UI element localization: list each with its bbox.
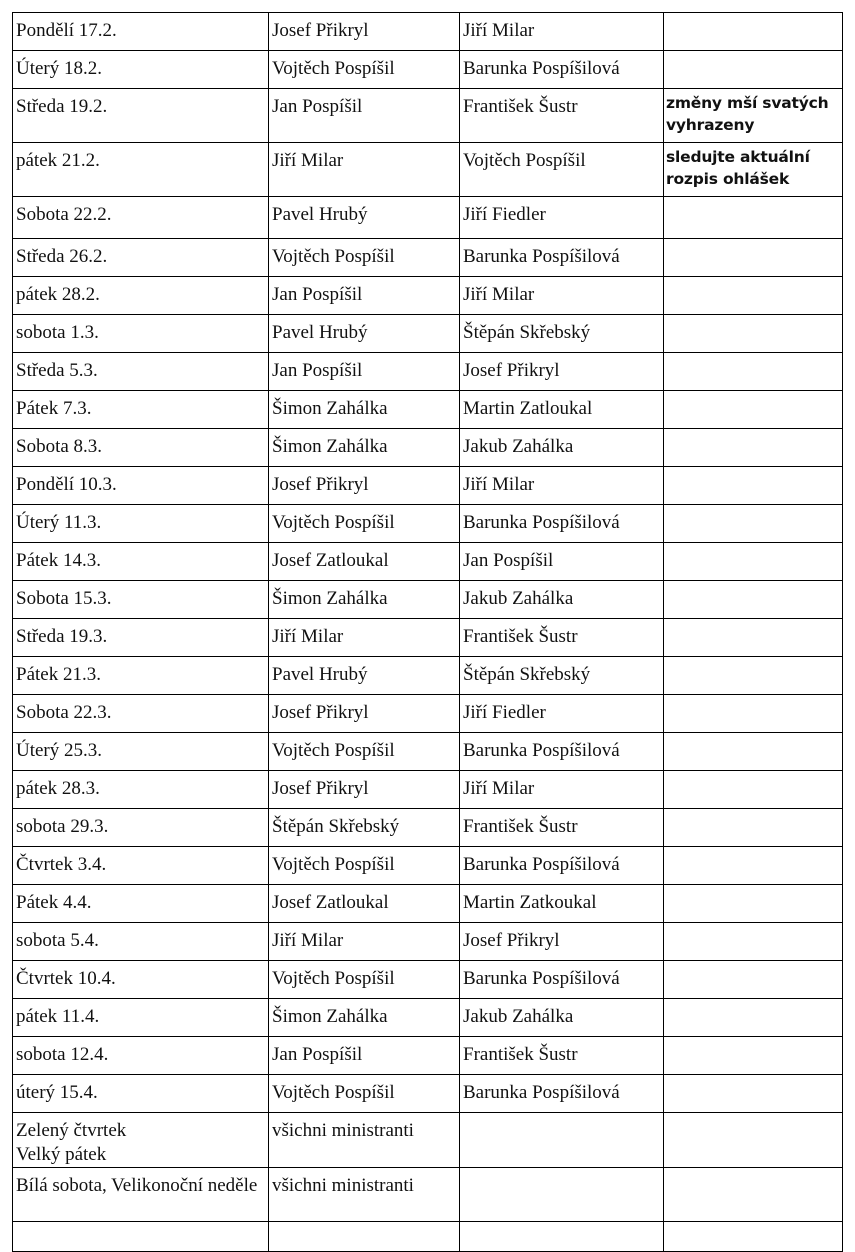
day-cell: Sobota 15.3. (13, 581, 269, 619)
note-cell (664, 733, 843, 771)
server2-cell: Josef Přikryl (460, 923, 664, 961)
schedule-row (13, 657, 843, 695)
server2-cell: Martin Zatloukal (460, 391, 664, 429)
day-cell: Pátek 21.3. (13, 657, 269, 695)
note-cell (664, 1113, 843, 1168)
server1-cell: Šimon Zahálka (269, 581, 460, 619)
schedule-row (13, 13, 843, 51)
server1-cell: Josef Přikryl (269, 467, 460, 505)
day-cell: Pátek 14.3. (13, 543, 269, 581)
server1-cell: Josef Přikryl (269, 13, 460, 51)
server2-cell (460, 1113, 664, 1168)
day-cell: úterý 15.4. (13, 1075, 269, 1113)
note-cell (664, 771, 843, 809)
day-cell: Sobota 8.3. (13, 429, 269, 467)
schedule-row (13, 315, 843, 353)
schedule-row (13, 543, 843, 581)
note-cell (664, 543, 843, 581)
server1-cell: Jiří Milar (269, 143, 460, 197)
server2-cell: Josef Přikryl (460, 353, 664, 391)
schedule-row (13, 961, 843, 999)
server1-cell: Vojtěch Pospíšil (269, 51, 460, 89)
schedule-body (13, 13, 843, 1252)
note-cell (664, 13, 843, 51)
server1-cell: Vojtěch Pospíšil (269, 961, 460, 999)
server1-cell: Vojtěch Pospíšil (269, 847, 460, 885)
note-cell (664, 51, 843, 89)
day-cell: Středa 19.2. (13, 89, 269, 143)
schedule-row (13, 197, 843, 239)
server1-cell: všichni ministranti (269, 1168, 460, 1222)
note-cell (664, 1222, 843, 1252)
schedule-row (13, 695, 843, 733)
server1-cell: Pavel Hrubý (269, 657, 460, 695)
day-cell: Pátek 7.3. (13, 391, 269, 429)
server2-cell: Barunka Pospíšilová (460, 847, 664, 885)
note-cell (664, 197, 843, 239)
server1-cell: Štěpán Skřebský (269, 809, 460, 847)
server2-cell: Barunka Pospíšilová (460, 51, 664, 89)
server1-cell: Šimon Zahálka (269, 391, 460, 429)
server2-cell: Barunka Pospíšilová (460, 239, 664, 277)
day-cell: Pondělí 10.3. (13, 467, 269, 505)
schedule-row (13, 143, 843, 197)
server1-cell: Jiří Milar (269, 619, 460, 657)
server2-cell: František Šustr (460, 1037, 664, 1075)
schedule-row (13, 999, 843, 1037)
schedule-row (13, 771, 843, 809)
day-cell: Středa 19.3. (13, 619, 269, 657)
server1-cell: Josef Zatloukal (269, 543, 460, 581)
schedule-row (13, 1113, 843, 1168)
schedule-row (13, 239, 843, 277)
note-cell (664, 695, 843, 733)
note-cell: sledujte aktuální rozpis ohlášek (664, 143, 843, 197)
schedule-row (13, 885, 843, 923)
server2-cell: Barunka Pospíšilová (460, 1075, 664, 1113)
note-cell (664, 239, 843, 277)
server1-cell: Vojtěch Pospíšil (269, 505, 460, 543)
day-cell: Bílá sobota, Velikonoční neděle (13, 1168, 269, 1222)
day-cell: Čtvrtek 3.4. (13, 847, 269, 885)
schedule-row (13, 51, 843, 89)
day-cell: pátek 28.3. (13, 771, 269, 809)
schedule-row (13, 581, 843, 619)
note-cell (664, 999, 843, 1037)
server1-cell: Josef Přikryl (269, 695, 460, 733)
note-cell (664, 505, 843, 543)
schedule-row (13, 429, 843, 467)
schedule-row (13, 809, 843, 847)
server2-cell: Jakub Zahálka (460, 581, 664, 619)
day-cell: pátek 11.4. (13, 999, 269, 1037)
note-cell (664, 581, 843, 619)
server2-cell: Jan Pospíšil (460, 543, 664, 581)
note-cell (664, 1168, 843, 1222)
day-cell: Středa 26.2. (13, 239, 269, 277)
note-cell (664, 657, 843, 695)
server2-cell (460, 1222, 664, 1252)
day-cell: Pátek 4.4. (13, 885, 269, 923)
schedule-row (13, 89, 843, 143)
day-cell: Úterý 11.3. (13, 505, 269, 543)
note-cell (664, 1037, 843, 1075)
server1-cell: Jiří Milar (269, 923, 460, 961)
server1-cell: Jan Pospíšil (269, 353, 460, 391)
schedule-row (13, 1168, 843, 1222)
day-cell: Sobota 22.3. (13, 695, 269, 733)
note-cell (664, 353, 843, 391)
ministrant-schedule-table (12, 12, 843, 1252)
server2-cell: Barunka Pospíšilová (460, 733, 664, 771)
server1-cell: Jan Pospíšil (269, 277, 460, 315)
server2-cell: Vojtěch Pospíšil (460, 143, 664, 197)
note-cell: změny mší svatých vyhrazeny (664, 89, 843, 143)
schedule-row (13, 505, 843, 543)
day-cell: sobota 5.4. (13, 923, 269, 961)
schedule-row (13, 353, 843, 391)
schedule-row (13, 733, 843, 771)
note-cell (664, 1075, 843, 1113)
note-cell (664, 847, 843, 885)
server1-cell: Pavel Hrubý (269, 315, 460, 353)
note-cell (664, 961, 843, 999)
schedule-row (13, 619, 843, 657)
server2-cell: Jiří Fiedler (460, 695, 664, 733)
note-cell (664, 467, 843, 505)
note-cell (664, 885, 843, 923)
day-cell: sobota 12.4. (13, 1037, 269, 1075)
schedule-row (13, 1222, 843, 1252)
server2-cell: Jakub Zahálka (460, 999, 664, 1037)
day-cell: Úterý 18.2. (13, 51, 269, 89)
schedule-row (13, 1075, 843, 1113)
server2-cell: František Šustr (460, 619, 664, 657)
note-cell (664, 923, 843, 961)
schedule-row (13, 391, 843, 429)
server2-cell (460, 1168, 664, 1222)
server1-cell: Pavel Hrubý (269, 197, 460, 239)
server2-cell: Jiří Milar (460, 13, 664, 51)
day-cell: Čtvrtek 10.4. (13, 961, 269, 999)
server1-cell: Jan Pospíšil (269, 1037, 460, 1075)
server2-cell: Jiří Milar (460, 467, 664, 505)
server1-cell: Josef Zatloukal (269, 885, 460, 923)
day-cell: Pondělí 17.2. (13, 13, 269, 51)
server2-cell: Barunka Pospíšilová (460, 505, 664, 543)
server2-cell: Jiří Milar (460, 771, 664, 809)
server1-cell: Jan Pospíšil (269, 89, 460, 143)
server2-cell: Štěpán Skřebský (460, 657, 664, 695)
day-cell: pátek 28.2. (13, 277, 269, 315)
schedule-row (13, 923, 843, 961)
server1-cell: Vojtěch Pospíšil (269, 733, 460, 771)
note-cell (664, 429, 843, 467)
day-cell: sobota 1.3. (13, 315, 269, 353)
schedule-row (13, 1037, 843, 1075)
day-cell: Úterý 25.3. (13, 733, 269, 771)
server1-cell: Šimon Zahálka (269, 429, 460, 467)
server2-cell: Barunka Pospíšilová (460, 961, 664, 999)
day-cell: pátek 21.2. (13, 143, 269, 197)
note-cell (664, 809, 843, 847)
server2-cell: Martin Zatkoukal (460, 885, 664, 923)
note-cell (664, 619, 843, 657)
server2-cell: Jiří Fiedler (460, 197, 664, 239)
note-cell (664, 277, 843, 315)
day-cell: Zelený čtvrtek Velký pátek (13, 1113, 269, 1168)
server1-cell: všichni ministranti (269, 1113, 460, 1168)
note-cell (664, 391, 843, 429)
server2-cell: Štěpán Skřebský (460, 315, 664, 353)
server1-cell: Vojtěch Pospíšil (269, 239, 460, 277)
server2-cell: František Šustr (460, 89, 664, 143)
schedule-row (13, 847, 843, 885)
server2-cell: Jakub Zahálka (460, 429, 664, 467)
schedule-row (13, 467, 843, 505)
server2-cell: František Šustr (460, 809, 664, 847)
server1-cell: Josef Přikryl (269, 771, 460, 809)
day-cell: Středa 5.3. (13, 353, 269, 391)
day-cell: sobota 29.3. (13, 809, 269, 847)
note-cell (664, 315, 843, 353)
day-cell: Sobota 22.2. (13, 197, 269, 239)
schedule-row (13, 277, 843, 315)
day-cell (13, 1222, 269, 1252)
server1-cell (269, 1222, 460, 1252)
server2-cell: Jiří Milar (460, 277, 664, 315)
server1-cell: Vojtěch Pospíšil (269, 1075, 460, 1113)
server1-cell: Šimon Zahálka (269, 999, 460, 1037)
